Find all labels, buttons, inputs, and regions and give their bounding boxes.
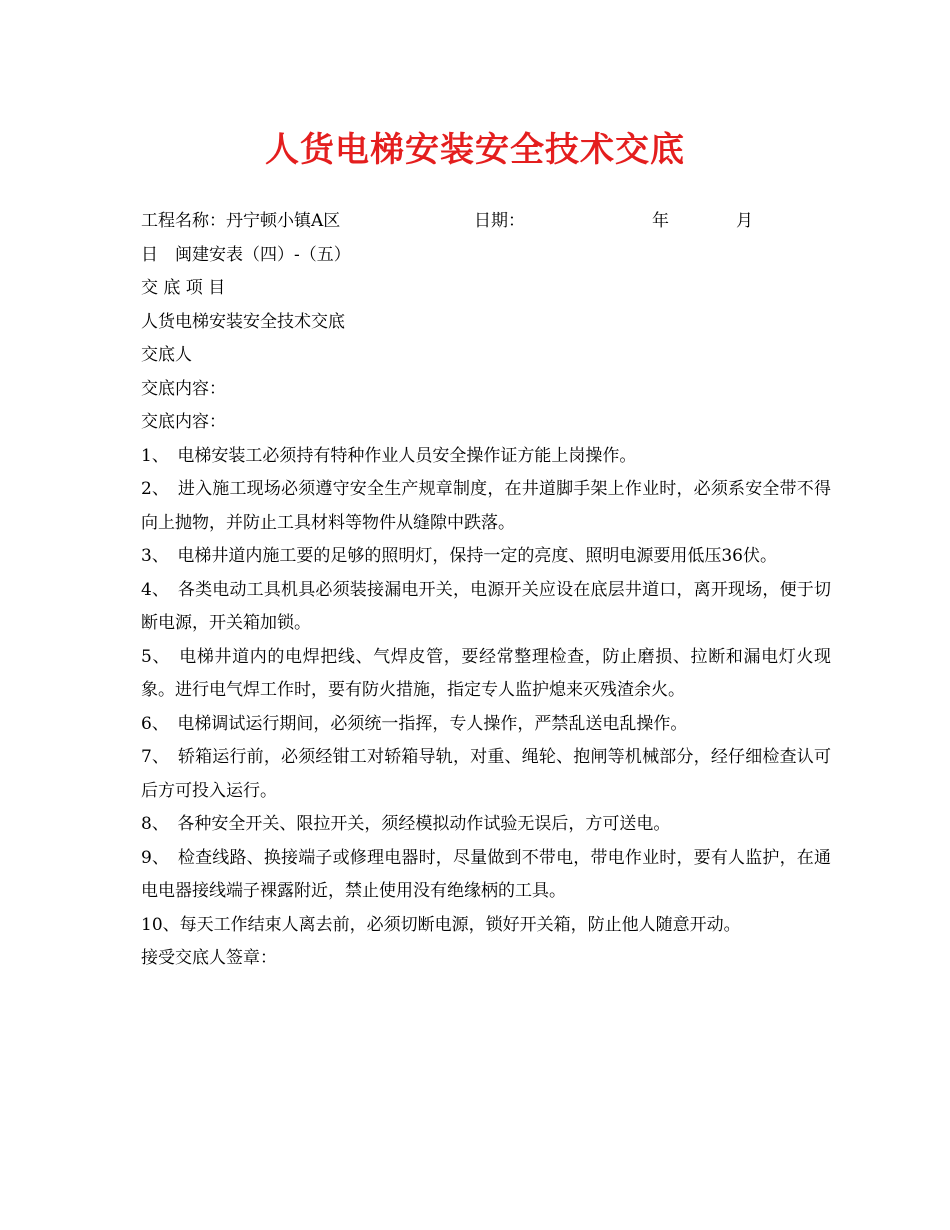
document-body [141,205,831,976]
form-code-line: 日 闽建安表（四）-（五） [141,244,351,265]
date-label: 日期： [474,211,525,231]
list-item: 6、 电梯调试运行期间，必须统一指挥，专人操作，严禁乱送电乱操作。 [141,713,688,734]
item-value: 人货电梯安装安全技术交底 [141,311,345,332]
content-label: 交底内容： [141,412,226,432]
month-label: 月 [736,211,753,231]
presenter-label: 交底人 [141,345,192,365]
list-item: 8、 各种安全开关、限拉开关，须经模拟动作试验无误后，方可送电。 [141,814,671,834]
list-item: 2、 进入施工现场必须遵守安全生产规章制度，在井道脚手架上作业时，必须系安全带不得向上抛物，并防止工具材料等物件从缝隙中跌落。 [141,479,831,533]
item-label: 交 底 项 目 [141,278,226,298]
content-label: 交底内容： [141,378,226,399]
list-item: 10、每天工作结束人离去前，必须切断电源，锁好开关箱，防止他人随意开动。 [141,914,741,935]
document-title: 人货电梯安装安全技术交底 [265,130,685,170]
signature-label: 接受交底人签章： [141,948,277,968]
header-line [141,205,831,239]
list-item: 1、 电梯安装工必须持有特种作业人员安全操作证方能上岗操作。 [141,445,637,466]
project-name: 工程名称：丹宁顿小镇A区 [141,211,341,231]
list-item: 7、 轿箱运行前，必须经钳工对轿箱导轨，对重、绳轮、抱闸等机械部分，经仔细检查认可后方可投入运行。 [141,747,831,801]
year-label: 年 [652,211,669,231]
list-item: 3、 电梯井道内施工要的足够的照明灯，保持一定的亮度、照明电源要用低压36伏。 [141,546,777,566]
list-item: 4、 各类电动工具机具必须装接漏电开关，电源开关应设在底层井道口，离开现场，便于切断电源，开关箱加锁。 [141,579,831,633]
list-item: 9、 检查线路、换接端子或修理电器时，尽量做到不带电，带电作业时，要有人监护，在通电电器接线端子裸露附近，禁止使用没有绝缘柄的工具。 [141,847,831,901]
list-item: 5、 电梯井道内的电焊把线、气焊皮管，要经常整理检查，防止磨损、拉断和漏电灯火现象。进行电气焊工作时，要有防火措施，指定专人监护熄来灭残渣余火。 [141,646,831,700]
